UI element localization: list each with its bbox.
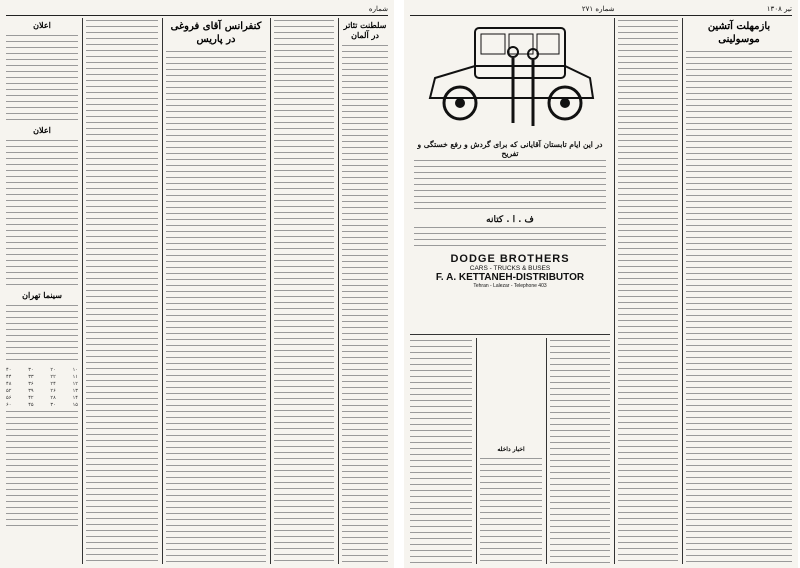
issue-date: تیر ۱۳۰۸ xyxy=(766,5,792,13)
right-col-b3 xyxy=(550,338,610,564)
left-col-3 xyxy=(166,18,266,564)
right-header xyxy=(410,3,792,16)
cinema-heading: سینما تهران xyxy=(22,290,62,300)
issue-number: شماره ۲۷۱ xyxy=(581,5,615,13)
ad-slogan: در این ایام تابستان آقایانی که برای گردش و رفع خستگی و تفریح xyxy=(417,140,603,158)
left-page xyxy=(0,0,394,568)
right-col-b1 xyxy=(410,338,472,564)
ads-sub-heading: اعلان xyxy=(33,125,51,135)
news-heading: اخبار داخله xyxy=(497,446,525,453)
ad-distributor: F. A. KETTANEH-DISTRIBUTOR xyxy=(435,272,585,283)
data-table: ۱۰ ۲۰ ۳۰ ۴۰ ۱۱ ۲۲ ۳۳ ۴۴ ۱۲ ۲۴ ۳۶ ۴۸ ۱۳ ۲۶ ۳۹ ۵۲ ۱۴ ۲۸ ۴۲ ۵۶ ۱۵ ۳۰ ۴۵ ۶۰ xyxy=(6,367,78,408)
left-col-4 xyxy=(274,18,334,564)
ad-body-text xyxy=(410,158,610,212)
left-header-label: شماره xyxy=(368,5,388,13)
left-col-2 xyxy=(86,18,158,564)
ad-brand: DODGE BROTHERS xyxy=(450,253,570,265)
right-page xyxy=(404,0,798,568)
right-col-b2 xyxy=(480,338,542,564)
ad-address: Tehran - Lalezar - Telephone 403 xyxy=(473,283,547,289)
ad-cars: CARS - TRUCKS & BUSES xyxy=(469,265,551,272)
col4-headline: سلطنت تئاتر در آلمان xyxy=(343,20,387,40)
left-header xyxy=(6,3,388,16)
car-illustration-icon xyxy=(415,18,605,138)
right-col-5 xyxy=(686,18,792,564)
right-col-4 xyxy=(618,18,678,564)
dodge-ad xyxy=(410,18,610,330)
left-col-5 xyxy=(342,18,388,564)
ad-agent-text xyxy=(410,225,610,249)
left-col-1 xyxy=(6,18,78,564)
page-gutter xyxy=(394,0,404,568)
main-headline: بازمهلت آتشین موسولینی xyxy=(707,21,771,45)
ad-agent-name: ف . ا . کتانه xyxy=(486,215,534,225)
col3-headline: کنفرانس آقای فروغی در پاریس xyxy=(170,21,262,45)
ads-heading: اعلان xyxy=(33,20,51,30)
